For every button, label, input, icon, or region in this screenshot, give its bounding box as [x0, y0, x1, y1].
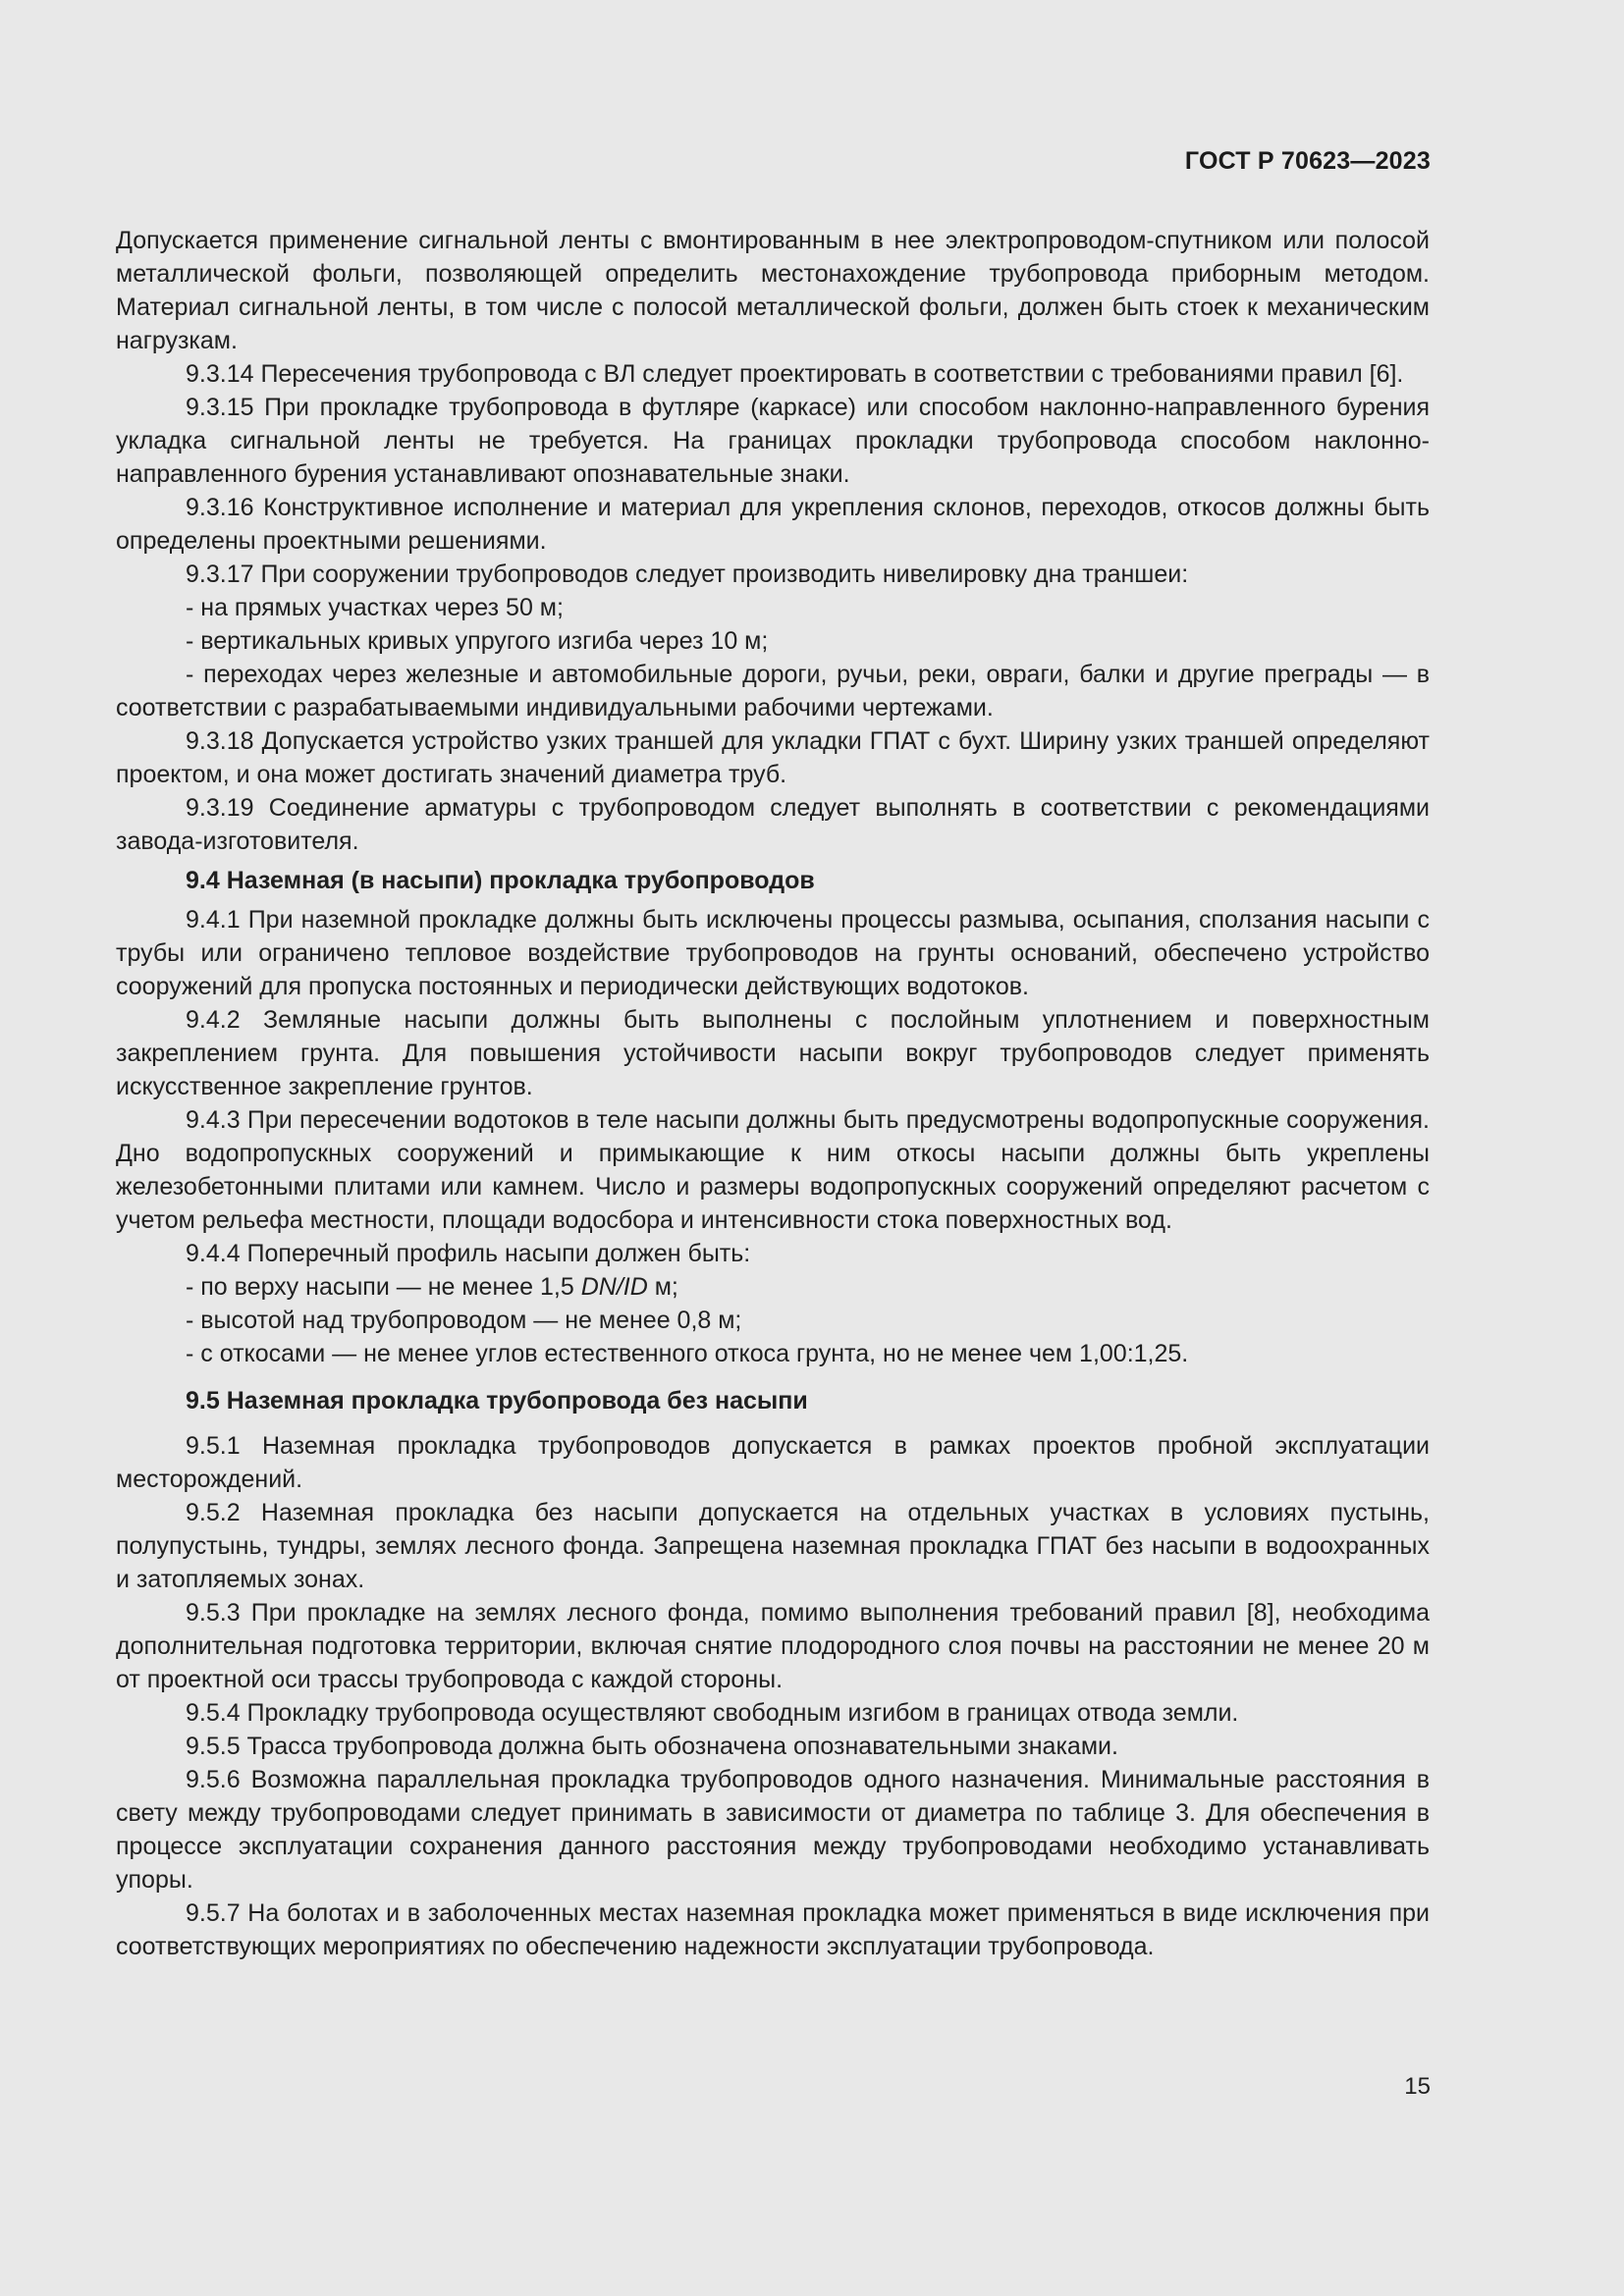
paragraph-9-5-4: 9.5.4 Прокладку трубопровода осуществляют свободным изгибом в границах отвода земли.: [186, 1699, 1239, 1727]
paragraph-9-3-18: 9.3.18 Допускается устройство узких траншей для укладки ГПАТ с бухт. Ширину узких траншей определяют проектом, и она может достигать значений диаметра труб.: [116, 727, 1430, 788]
paragraph-9-5-2: 9.5.2 Наземная прокладка без насыпи допускается на отдельных участках в условиях пустынь, полупустынь, тундры, землях лесного фонда. Запрещена наземная прокладка ГПАТ без насыпи в водоохранных и затопляемых зонах.: [116, 1499, 1430, 1593]
list-item-9-4-4-a: [116, 1270, 1430, 1304]
list-item-9-4-4-a-var: DN/ID: [580, 1273, 648, 1301]
document-body: [116, 224, 1430, 1963]
paragraph-9-5-3: 9.5.3 При прокладке на землях лесного фонда, помимо выполнения требований правил [8], необходима дополнительная подготовка территории, включая снятие плодородного слоя почвы на расстоянии не менее 20 м от проектной оси трассы трубопровода с каждой стороны.: [116, 1599, 1430, 1693]
paragraph-9-4-2: 9.4.2 Земляные насыпи должны быть выполнены с послойным уплотнением и поверхностным закреплением грунта. Для повышения устойчивости насыпи вокруг трубопроводов следует применять искусственное закрепление грунтов.: [116, 1006, 1430, 1100]
list-item-9-3-17-c: - переходах через железные и автомобильные дороги, ручьи, реки, овраги, балки и другие преграды — в соответствии с разрабатываемыми индивидуальными рабочими чертежами.: [116, 661, 1430, 721]
section-heading-9-5: 9.5 Наземная прокладка трубопровода без насыпи: [186, 1387, 808, 1415]
paragraph-intro: Допускается применение сигнальной ленты с вмонтированным в нее электропроводом-спутником или полосой металлической фольги, позволяющей определить местонахождение трубопровода приборным методом. Материал сигнальной ленты, в том числе с полосой металлической фольги, должен быть стоек к механическим нагрузкам.: [116, 227, 1430, 354]
paragraph-9-3-17: 9.3.17 При сооружении трубопроводов следует производить нивелировку дна траншеи:: [186, 561, 1189, 588]
document-header: ГОСТ Р 70623—2023: [1184, 147, 1431, 175]
paragraph-9-5-1: 9.5.1 Наземная прокладка трубопроводов допускается в рамках проектов пробной эксплуатации месторождений.: [116, 1432, 1430, 1493]
paragraph-9-4-4: 9.4.4 Поперечный профиль насыпи должен быть:: [186, 1240, 751, 1267]
section-heading-9-4: 9.4 Наземная (в насыпи) прокладка трубопроводов: [186, 867, 815, 894]
paragraph-9-3-19: 9.3.19 Соединение арматуры с трубопроводом следует выполнять в соответствии с рекомендациями завода-изготовителя.: [116, 794, 1430, 855]
paragraph-9-3-14: 9.3.14 Пересечения трубопровода с ВЛ следует проектировать в соответствии с требованиями правил [6].: [186, 360, 1404, 388]
paragraph-9-5-5: 9.5.5 Трасса трубопровода должна быть обозначена опознавательными знаками.: [186, 1733, 1118, 1760]
list-item-9-4-4-b: - высотой над трубопроводом — не менее 0,8 м;: [186, 1307, 742, 1334]
page-number: 15: [1404, 2073, 1431, 2100]
paragraph-9-4-3: 9.4.3 При пересечении водотоков в теле насыпи должны быть предусмотрены водопропускные сооружения. Дно водопропускных сооружений и примыкающие к ним откосы насыпи должны быть укреплены железобетонными плитами или камнем. Число и размеры водопропускных сооружений определяют расчетом с учетом рельефа местности, площади водосбора и интенсивности стока поверхностных вод.: [116, 1106, 1430, 1234]
paragraph-9-5-6: 9.5.6 Возможна параллельная прокладка трубопроводов одного назначения. Минимальные расстояния в свету между трубопроводами следует принимать в зависимости от диаметра по таблице 3. Для обеспечения в процессе эксплуатации сохранения данного расстояния между трубопроводами необходимо устанавливать упоры.: [116, 1766, 1430, 1894]
list-item-9-3-17-a: - на прямых участках через 50 м;: [186, 594, 564, 621]
list-item-9-4-4-a-post: м;: [647, 1273, 678, 1301]
paragraph-9-3-15: 9.3.15 При прокладке трубопровода в футляре (каркасе) или способом наклонно-направленного бурения укладка сигнальной ленты не требуется. На границах прокладки трубопровода способом наклонно-направленного бурения устанавливают опознавательные знаки.: [116, 394, 1430, 488]
paragraph-9-3-16: 9.3.16 Конструктивное исполнение и материал для укрепления склонов, переходов, откосов должны быть определены проектными решениями.: [116, 494, 1430, 555]
paragraph-9-5-7: 9.5.7 На болотах и в заболоченных местах наземная прокладка может применяться в виде исключения при соответствующих мероприятиях по обеспечению надежности эксплуатации трубопровода.: [116, 1899, 1430, 1960]
list-item-9-4-4-a-pre: - по верху насыпи — не менее 1,5: [186, 1273, 581, 1301]
list-item-9-4-4-c: - с откосами — не менее углов естественного откоса грунта, но не менее чем 1,00:1,25.: [186, 1340, 1189, 1367]
paragraph-9-4-1: 9.4.1 При наземной прокладке должны быть исключены процессы размыва, осыпания, сползания насыпи с трубы или ограничено тепловое воздействие трубопроводов на грунты оснований, обеспечено устройство сооружений для пропуска постоянных и периодически действующих водотоков.: [116, 906, 1430, 1000]
list-item-9-3-17-b: - вертикальных кривых упругого изгиба через 10 м;: [186, 627, 769, 655]
